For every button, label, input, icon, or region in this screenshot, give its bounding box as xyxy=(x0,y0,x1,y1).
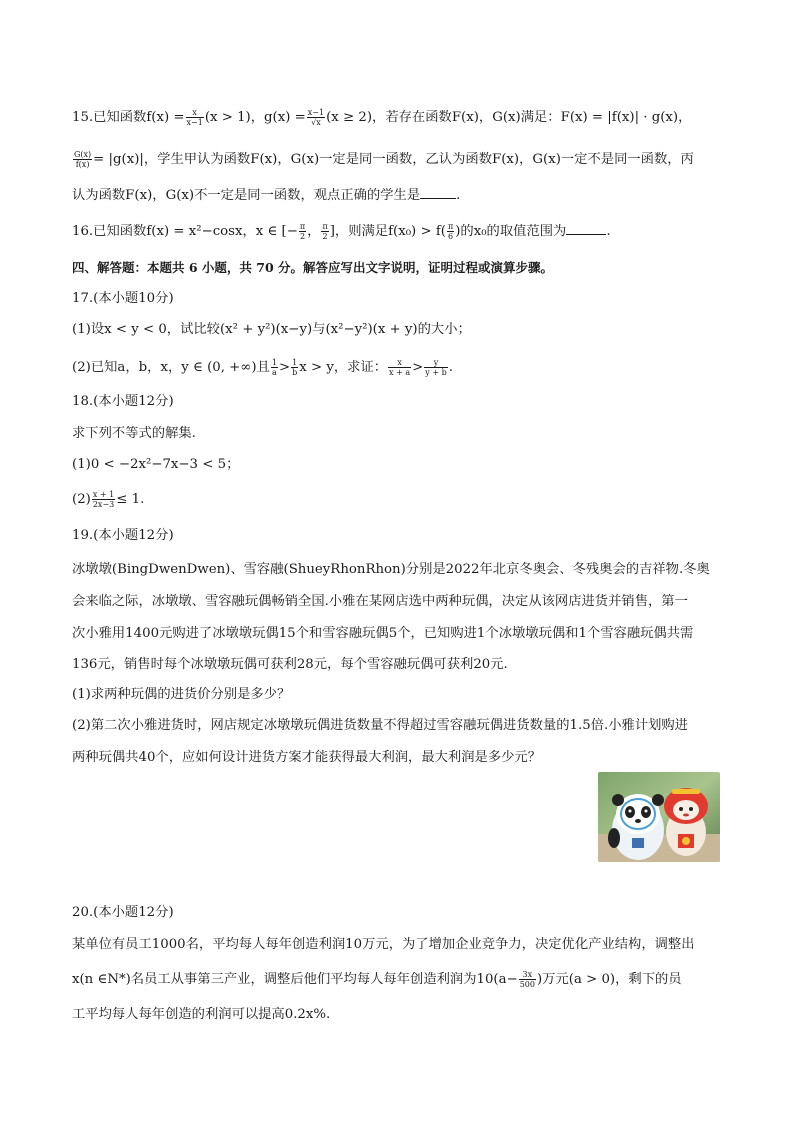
q19-text-2: 会来临之际，冰墩墩、雪容融玩偶畅销全国.小雅在某网店选中两种玩偶，决定从该网店进货并销售，第一 xyxy=(72,594,688,609)
answer-blank xyxy=(566,222,606,235)
q20-heading: 20.(本小题12分) xyxy=(72,905,174,920)
answer-blank xyxy=(420,186,456,199)
q20-text-1: 某单位有员工1000名，平均每人每年创造利润10万元，为了增加企业竞争力，决定优化产业结构，调整出 xyxy=(72,937,695,952)
q19-text-4: 136元，销售时每个冰墩墩玩偶可获利28元，每个雪容融玩偶可获利20元. xyxy=(72,657,508,672)
q18-part-2: (2) $\frac{x + 1}{2x-3}$ ≤ 1. xyxy=(72,490,145,509)
q20-text-3: 工平均每人每年创造的利润可以提高0.2x%. xyxy=(72,1007,331,1022)
q17-part-1: (1)设x < y < 0，试比较(x² + y²)(x−y)与(x²−y²)(x + y)的大小； xyxy=(72,322,471,337)
q18-part-1: (1)0 < −2x²−7x−3 < 5； xyxy=(72,457,240,472)
q20-text-2: x(n ∈N*)名员工从事第三产业，调整后他们平均每人每年创造利润为10(a− $\frac{3x}{500}$ )万元(a > 0)，剩下的员 xyxy=(72,970,682,989)
q19-part-2a: (2)第二次小雅进货时，网店规定冰墩墩玩偶进货数量不得超过雪容融玩偶进货数量的1.5倍.小雅计划购进 xyxy=(72,718,688,733)
q18-intro: 求下列不等式的解集. xyxy=(72,426,196,441)
q18-heading: 18.(本小题12分) xyxy=(72,394,174,409)
q15-line-3: 认为函数F(x)，G(x)不一定是同一函数，观点正确的学生是 . xyxy=(72,188,461,203)
q19-part-1: (1)求两种玩偶的进货价分别是多少？ xyxy=(72,687,291,702)
q17-heading: 17.(本小题10分) xyxy=(72,291,174,306)
q17-part-2: (2)已知a，b，x，y ∈ (0, +∞)且 $\frac{1}{a}$ > $\frac{1}{b}$ x > y，求证： $\frac{x}{x + a}$ > $\frac{y}{y + b}$ . xyxy=(72,358,453,377)
q19-text-1: 冰墩墩(BingDwenDwen)、雪容融(ShueyRhonRhon)分别是2022年北京冬奥会、冬残奥会的吉祥物.冬奥 xyxy=(72,562,710,577)
fraction-g-over-f: $\frac{G(x)}{f(x)}$ xyxy=(74,150,92,169)
mascot-photo-icon xyxy=(598,772,720,862)
section-heading: 四、解答题：本题共 6 小题，共 70 分。解答应写出文字说明，证明过程或演算步骤。 xyxy=(72,260,554,275)
fraction-f: $\frac{x}{x-1}$ xyxy=(186,108,203,127)
q19-text-3: 次小雅用1400元购进了冰墩墩玩偶15个和雪容融玩偶5个，已知购进1个冰墩墩玩偶和1个雪容融玩偶共需 xyxy=(72,626,694,641)
q19-part-2b: 两种玩偶共40个，应如何设计进货方案才能获得最大利润，最大利润是多少元？ xyxy=(72,750,542,765)
q19-heading: 19.(本小题12分) xyxy=(72,528,174,543)
q15-line-1: 15.已知函数f(x) = $\frac{x}{x-1}$ (x > 1)，g(x) = $\frac{x-1}{√x}$ (x ≥ 2)，若存在函数F(x)，G(x)满足：F(x) = |f(x)| · g(x)， xyxy=(72,108,692,127)
q15-line-2: $\frac{G(x)}{f(x)}$ = |g(x)|，学生甲认为函数F(x)，G(x)一定是同一函数，乙认为函数F(x)，G(x)一定不是同一函数，丙 xyxy=(74,150,694,169)
q16-line: 16.已知函数f(x) = x²−cosx，x ∈ [− $\frac{\pi}{2}$ ， $\frac{\pi}{2}$ ]，则满足f(x₀) > f( $\frac{\pi}{6}$ )的x₀的取值范围为 . xyxy=(72,222,611,241)
fraction-g: $\frac{x-1}{√x}$ xyxy=(307,108,325,127)
